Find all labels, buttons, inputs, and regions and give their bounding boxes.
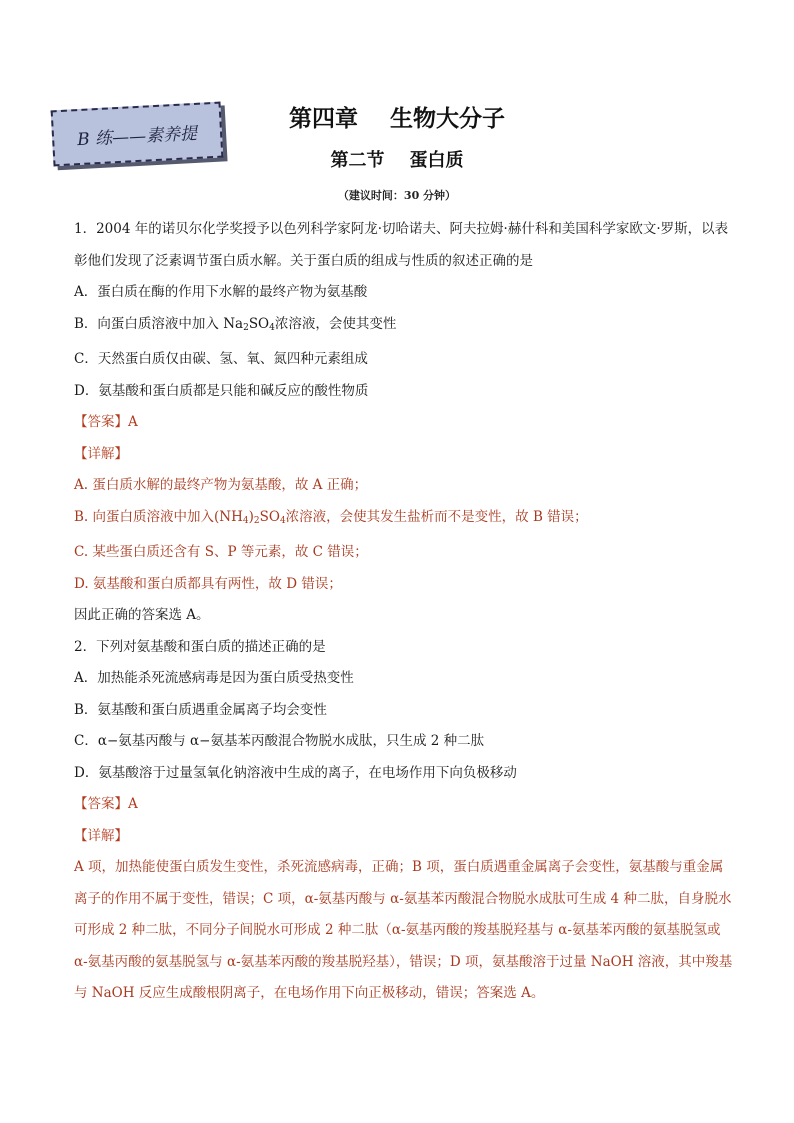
q1-detail-b-text: B. 向蛋白质溶液中加入(NH	[74, 508, 243, 525]
section-title-text: 第二节 蛋白质	[330, 150, 464, 171]
q1-detail-c: C. 某些蛋白质还含有 S、P 等元素，故 C 错误；	[74, 544, 368, 560]
section-title	[0, 146, 794, 172]
q1-answer: 【答案】A	[74, 414, 138, 430]
q1-detail-d: D. 氨基酸和蛋白质都具有两性，故 D 错误；	[74, 575, 342, 592]
subscript: 4	[242, 515, 249, 526]
subscript: 4	[269, 322, 275, 333]
subscript: 2	[253, 515, 260, 526]
q1-detail-label: 【详解】	[74, 445, 128, 462]
subscript: 2	[243, 322, 249, 333]
q1-option-b-text: B．向蛋白质溶液中加入 Na	[74, 315, 244, 332]
q2-option-b: B．氨基酸和蛋白质遇重金属离子均会变性	[74, 701, 327, 718]
chapter-title	[0, 100, 794, 133]
q1-stem: 1．2004 年的诺贝尔化学奖授予以色列科学家阿龙·切哈诺夫、阿夫拉姆·赫什科和美国科学家欧文·罗斯，以表彰他们发现了泛素调节蛋白质水解。关于蛋白质的组成与性质的叙述正确的是	[74, 221, 729, 269]
subscript: 4	[279, 515, 286, 526]
suggested-time: （建议时间：30 分钟）	[337, 189, 457, 202]
q1-detail-b-text: SO	[259, 508, 280, 525]
q2-detail-label: 【详解】	[74, 827, 128, 844]
q1-option-a: A．蛋白质在酶的作用下水解的最终产物为氨基酸	[74, 284, 368, 300]
q1-option-b-text: 浓溶液，会使其变性	[274, 315, 397, 332]
q2-answer: 【答案】A	[74, 796, 138, 812]
q2-option-c: C．α−氨基丙酸与 α−氨基苯丙酸混合物脱水成肽，只生成 2 种二肽	[74, 733, 485, 749]
q1-option-b	[74, 309, 734, 345]
q2-option-a: A．加热能杀死流感病毒是因为蛋白质受热变性	[74, 670, 354, 686]
q2-stem: 2．下列对氨基酸和蛋白质的描述正确的是	[74, 638, 326, 655]
q1-detail-a: A. 蛋白质水解的最终产物为氨基酸，故 A 正确；	[74, 477, 368, 493]
chapter-title-text: 第四章 生物大分子	[288, 106, 506, 132]
q1-option-d: D．氨基酸和蛋白质都是只能和碱反应的酸性物质	[74, 382, 369, 399]
badge-text: B 练——素养提	[76, 123, 198, 150]
q1-option-b-text: SO	[248, 315, 270, 332]
q1-detail-b-text: )	[248, 508, 254, 525]
question-content	[74, 214, 734, 1010]
q1-detail-b-text: 浓溶液，会使其发生盐析而不是变性，故 B 错误；	[285, 508, 588, 525]
q1-option-c: C．天然蛋白质仅由碳、氢、氧、氮四种元素组成	[74, 351, 368, 367]
q1-detail-b	[74, 502, 734, 538]
q2-option-d: D．氨基酸溶于过量氢氧化钠溶液中生成的离子，在电场作用下向负极移动	[74, 764, 517, 781]
q1-conclusion: 因此正确的答案选 A。	[74, 607, 210, 623]
q2-detail: A 项，加热能使蛋白质发生变性，杀死流感病毒，正确；B 项，蛋白质遇重金属离子会变性，氨基酸与重金属离子的作用不属于变性，错误；C 项，α-氨基丙酸与 α-氨基苯丙酸混合物脱水成肽可生成 4 种二肽，自身脱水可形成 2 种二肽，不同分子间脱水可形成 2 种二肽（α-氨基丙酸的羧基脱羟基与 α-氨基苯丙酸的氨基脱氢或 α-氨基丙酸的氨基脱氢与 α-氨基苯丙酸的羧基脱羟基），错误；D 项，氨基酸溶于过量 NaOH 溶液，其中羧基与 NaOH 反应生成酸根阴离子，在电场作用下向正极移动，错误；答案选 A。	[74, 859, 733, 1001]
